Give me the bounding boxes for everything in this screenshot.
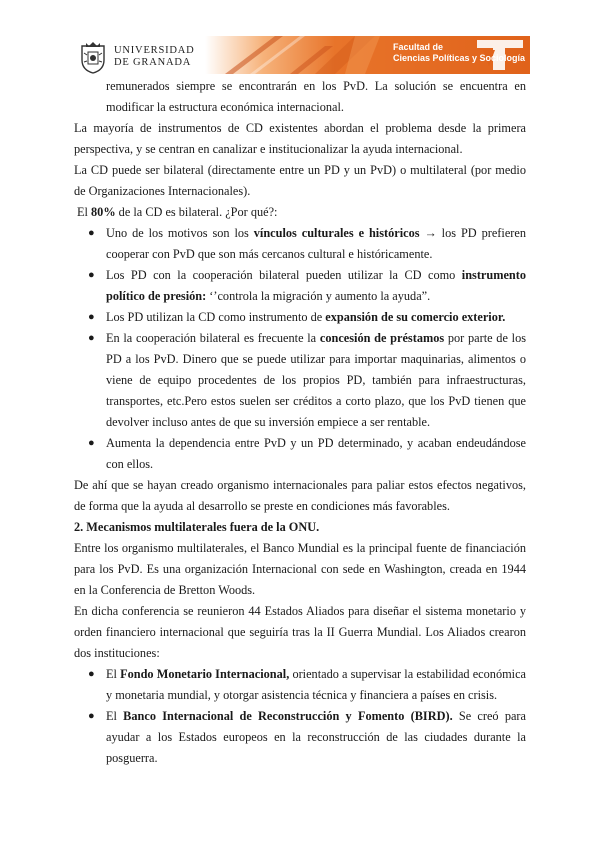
paragraph-3-bold: 80% — [91, 205, 116, 219]
university-name-line1: UNIVERSIDAD — [114, 45, 195, 56]
list-item-bold: vínculos culturales e históricos — [253, 226, 420, 240]
list-item — [74, 433, 526, 475]
list-item-bold: concesión de préstamos — [319, 331, 445, 345]
section-heading — [74, 517, 526, 538]
bullet-icon: ● — [88, 227, 95, 239]
bullet-icon: ● — [88, 311, 95, 323]
paragraph-3-post: de la CD es bilateral. ¿Por qué?: — [115, 205, 278, 219]
list-item — [74, 265, 526, 307]
list-item-post: ‘’controla la migración y aumento la ayuda”. — [206, 289, 431, 303]
institutions-list — [74, 664, 526, 769]
section-heading-text: 2. Mecanismos multilaterales fuera de la ONU. — [74, 520, 320, 534]
bullet-icon: ● — [88, 332, 95, 344]
paragraph-1: La mayoría de instrumentos de CD existentes abordan el problema desde la primera perspectiva, y se centran en canalizar e institucionalizar la ayuda internacional. — [74, 121, 526, 156]
list-item-post: Se creó para ayudar a los Estados europeos en la reconstrucción de las ciudades durante la posguerra. — [106, 709, 526, 765]
document-body — [74, 76, 526, 769]
list-item — [74, 664, 526, 706]
paragraph-3 — [74, 202, 526, 223]
list-item-post: por parte de los PD a los PvD. Dinero que se puede utilizar para importar maquinarias, alimentos o viene de equipo procedentes de los propios PD, también para infraestructuras, transportes, etc.Pero estos suelen ser créditos a corto plazo, que los PvD tienen que devolver incluso antes de que su inversión empiece a ser rentable. — [106, 331, 526, 429]
list-item-pre: Los PD con la cooperación bilateral pueden utilizar la CD como — [106, 268, 462, 282]
list-item-bold: expansión de su comercio exterior. — [325, 310, 506, 324]
paragraph-6: En dicha conferencia se reunieron 44 Estados Aliados para diseñar el sistema monetario y orden financiero internacional que seguiría tras la II Guerra Mundial. Los Aliados crearon dos instituciones: — [74, 604, 526, 660]
university-logo — [78, 40, 195, 74]
paragraph-3-pre: El — [77, 205, 92, 219]
university-crest-icon — [78, 40, 108, 74]
list-item-pre: Aumenta la dependencia entre PvD y un PD determinado, y acaban endeudándose con ellos. — [106, 436, 526, 471]
faculty-banner — [205, 36, 530, 74]
list-item — [74, 223, 526, 265]
list-item-pre: En la cooperación bilateral es frecuente la — [106, 331, 320, 345]
list-item-bold: instrumento político de presión: — [106, 268, 526, 303]
paragraph-2: La CD puede ser bilateral (directamente entre un PD y un PvD) o multilateral (por medio de Organizaciones Internacionales). — [74, 163, 526, 198]
continued-paragraph: remunerados siempre se encontrarán en los PvD. La solución se encuentra en modificar la estructura económica internacional. — [106, 79, 526, 114]
paragraph-5: Entre los organismo multilaterales, el Banco Mundial es la principal fuente de financiación para los PvD. Es una organización Internacional con sede en Washington, creada en 1944 en la Conferencia de Bretton Woods. — [74, 541, 526, 597]
bullet-icon: ● — [88, 710, 95, 722]
bullet-icon: ● — [88, 668, 95, 680]
list-item-pre: El — [106, 667, 121, 681]
list-item-pre: Uno de los motivos son los — [106, 226, 254, 240]
faculty-name-line2: Ciencias Políticas y Sociología — [393, 52, 526, 63]
list-item — [74, 307, 526, 328]
page-header — [0, 0, 600, 80]
paragraph-4: De ahí que se hayan creado organismo internacionales para paliar estos efectos negativos, de forma que la ayuda al desarrollo se preste en condiciones más favorables. — [74, 478, 526, 513]
list-item — [74, 328, 526, 433]
university-name-line2: DE GRANADA — [114, 57, 192, 68]
list-item-bold: Fondo Monetario Internacional, — [120, 667, 290, 681]
list-item-pre: Los PD utilizan la CD como instrumento de — [106, 310, 326, 324]
bilateral-reasons-list — [74, 223, 526, 475]
list-item-post: → los PD prefieren cooperar con PvD que son más cercanos cultural e históricamente. — [106, 226, 526, 261]
list-item-bold: Banco Internacional de Reconstrucción y Fomento (BIRD). — [123, 709, 453, 723]
list-item-pre: El — [106, 709, 124, 723]
faculty-name — [393, 42, 525, 63]
list-item-post: orientado a supervisar la estabilidad económica y monetaria mundial, y otorgar asistencia técnica y financiera a países en crisis. — [106, 667, 526, 702]
university-name — [114, 45, 195, 69]
bullet-icon: ● — [88, 269, 95, 281]
bullet-icon: ● — [88, 437, 95, 449]
list-item — [74, 706, 526, 769]
faculty-name-line1: Facultad de — [393, 42, 444, 52]
